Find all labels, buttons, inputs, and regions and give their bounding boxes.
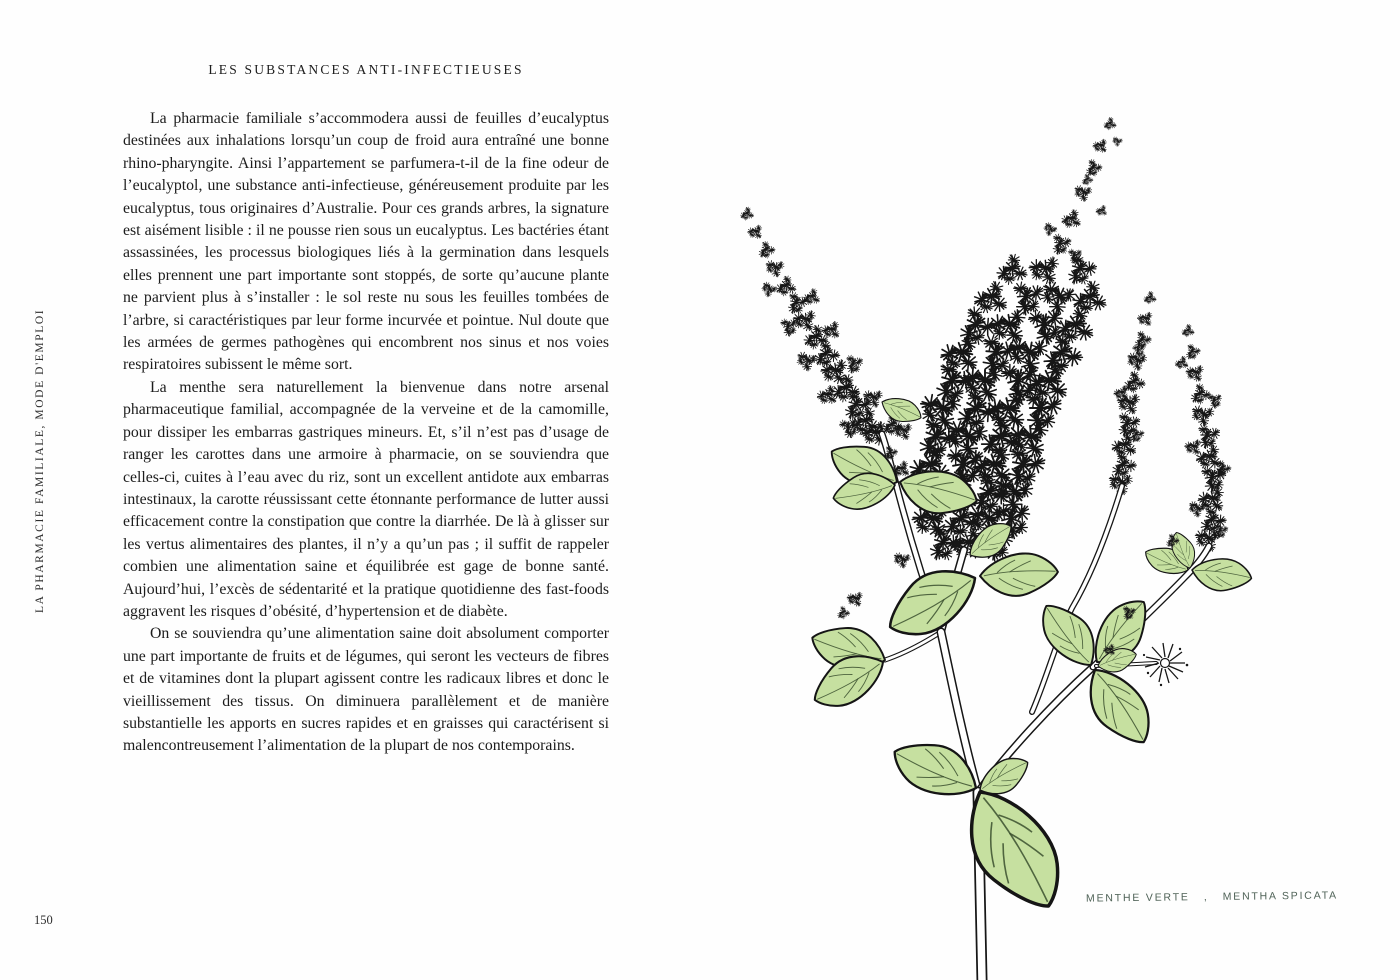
spearmint-illustration: [660, 100, 1360, 980]
side-running-title: LA PHARMACIE FAMILIALE, MODE D'EMPLOI: [34, 308, 46, 613]
body-paragraph: La menthe sera naturellement la bienvenue dans notre arsenal pharmaceutique familial, accompagnée de la verveine et de la camomille, pour dissiper les embarras gastriques mineurs. Et, s’il n’est pas d’usage de ranger les carottes dans une armoire à pharmacie, on se souviendra que celles-ci, cuites à l’eau avec du riz, sont un excellent antidote aux embarras intestinaux, la carotte réussissant cette étonnante performance de lutter aussi efficacement contre la constipation que contre la diarrhée. De là à glisser sur les vertus alimentaires des plantes, il n’y a qu’un pas ; il suffit de rappeler combien une alimentation saine et équilibrée est gage de bonne santé. Aujourd’hui, l’excès de sédentarité et la pratique quotidienne des fast-foods aggravent les risques d’obésité, d’hypertension et de diabète.: [123, 378, 609, 620]
text-column: [123, 62, 609, 758]
flower-spikes: [739, 116, 1235, 570]
illustration-caption: MENTHE VERTE , MENTHA SPICATA: [1085, 889, 1339, 905]
chapter-running-header: LES SUBSTANCES ANTI-INFECTIEUSES: [208, 62, 524, 77]
body-paragraph: On se souviendra qu’une alimentation saine doit absolument comporter une part importante de fruits et de légumes, qui seront les vecteurs de fibres et de vitamines dont la plupart agissent contre les radicaux libres et donc le vieillissement des tissus. On diminuera parallèlement et de manière substantielle les apports en sucres rapides et en graisses qui caractérisent si malencontreusement l’alimentation de la plupart de nos contemporains.: [123, 625, 609, 755]
body-paragraph: La pharmacie familiale s’accommodera aussi de feuilles d’eucalyptus destinées aux inhalations lorsqu’un coup de froid aura entraîné une bonne rhino-pharyngite. Ainsi l’appartement se parfumera-t-il de la fine odeur de l’eucalyptol, une substance anti-infectieuse, généreusement produite par les eucalyptus, tous originaires d’Australie. Pour ces grands arbres, la signature est aisément lisible : il ne pousse rien sous un eucalyptus. Les bactéries étant assassinées, les processus biologiques liés à la germination dans lesquels elles prennent une part importante sont stoppés, de sorte qu’aucune plante ne parvient plus à s’installer : le sol reste nu sous les feuilles tombées de l’arbre, si caractéristiques par leur forme incurvée et pointue. Nul doute que les armées de germes pathogènes qui encombrent nos sinus et nos voies respiratoires subissent le même sort.: [123, 110, 609, 374]
page-number: 150: [34, 913, 53, 927]
